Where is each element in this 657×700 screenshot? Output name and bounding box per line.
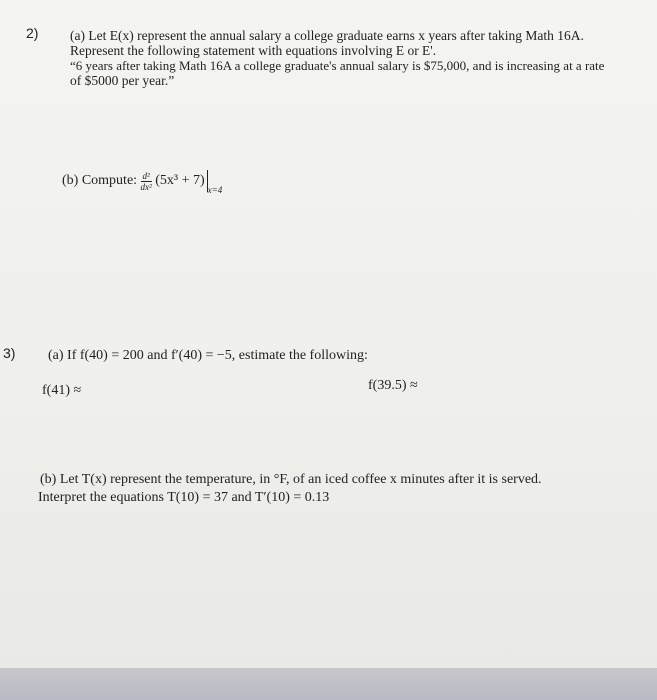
q2b-frac-numerator: d² <box>142 170 150 181</box>
q2b-evaluation-point: x=4 <box>207 185 223 196</box>
q2b-expression: (5x³ + 7) <box>155 173 205 189</box>
question-2-number: 2) <box>26 25 39 41</box>
q2a-line-3: “6 years after taking Math 16A a college graduate's annual salary is $75,000, and is increasing at a rate <box>70 58 605 73</box>
q2b-derivative-operator <box>141 171 152 192</box>
desk-surface <box>0 668 657 700</box>
q2b-label: (b) Compute: <box>62 173 138 189</box>
q3a-estimate-f41: f(41) ≈ <box>42 383 82 398</box>
q3a-estimate-f39-5: f(39.5) ≈ <box>368 378 418 393</box>
q3b-line-2: Interpret the equations T(10) = 37 and T′(10) = 0.13 <box>38 490 330 505</box>
q2b-frac-denominator: dx² <box>140 181 152 192</box>
q2a-line-4: of $5000 per year.” <box>70 73 175 88</box>
q2a-line-2: Represent the following statement with equations involving E or E'. <box>70 43 437 58</box>
question-3-number: 3) <box>3 345 16 361</box>
q2b-compute <box>62 170 223 196</box>
q3b-line-1: (b) Let T(x) represent the temperature, in °F, of an iced coffee x minutes after it is served. <box>40 472 542 487</box>
q2a-line-1: (a) Let E(x) represent the annual salary a college graduate earns x years after taking Math 16A. <box>70 28 584 43</box>
q3a-line: (a) If f(40) = 200 and f′(40) = −5, estimate the following: <box>48 348 368 363</box>
